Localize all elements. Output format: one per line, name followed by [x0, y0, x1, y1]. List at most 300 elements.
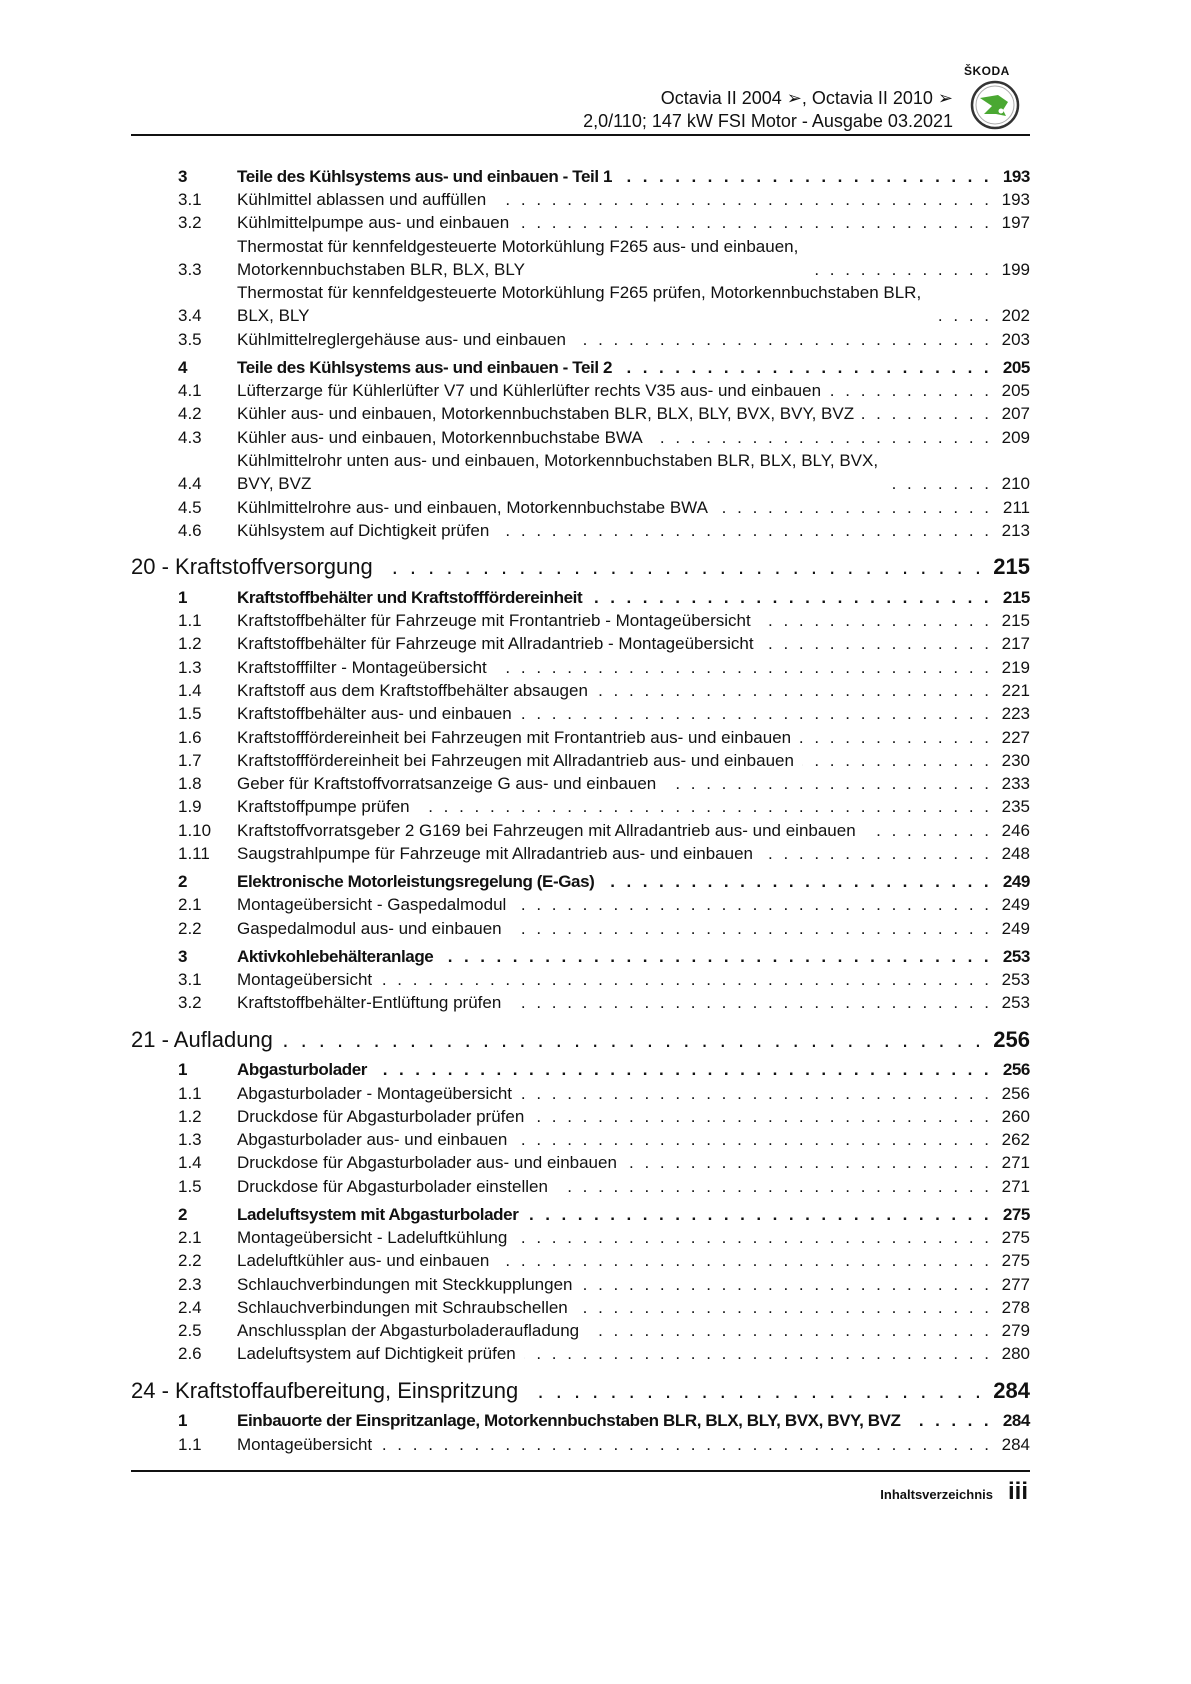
toc-entry [237, 1342, 998, 1365]
toc-number: 2.6 [178, 1344, 202, 1364]
toc-item[interactable] [131, 211, 1030, 234]
toc-item[interactable] [131, 1105, 1030, 1128]
toc-entry [237, 991, 998, 1014]
toc-leader-dots [587, 1319, 998, 1342]
toc-title: Druckdose für Abgasturbolader einstellen [237, 1176, 548, 1196]
toc-number: 1.10 [178, 820, 212, 840]
toc-leader-dots [620, 356, 998, 379]
toc-title: Aktivkohlebehälteranlage [237, 946, 434, 966]
toc-item[interactable] [131, 772, 1030, 795]
toc-title: Saugstrahlpumpe für Fahrzeuge mit Allradantrieb aus- und einbauen [237, 844, 753, 864]
toc-number: 2 [178, 872, 188, 892]
header-engine-line: 2,0/110; 147 kW FSI Motor - Ausgabe 03.2021 [583, 111, 953, 131]
toc-entry [237, 1105, 998, 1128]
toc-item[interactable] [131, 496, 1030, 519]
toc-entry [237, 870, 998, 893]
toc-item[interactable] [131, 679, 1030, 702]
toc-item[interactable] [131, 1249, 1030, 1272]
toc-title: Kraftstoffbehälter aus- und einbauen [237, 704, 512, 724]
toc-entry [237, 917, 998, 940]
toc-leader-dots [520, 1082, 998, 1105]
toc-title: Kraftstoffbehälter für Fahrzeuge mit Frontantrieb - Montageübersicht [237, 611, 751, 631]
toc-item[interactable] [131, 519, 1030, 542]
toc-page-number: 219 [1001, 657, 1030, 677]
toc-number: 1 [178, 1411, 188, 1431]
toc-entry [237, 702, 998, 725]
toc-leader-dots [909, 1409, 998, 1432]
toc-entry [237, 426, 998, 449]
toc-entry [237, 1128, 998, 1151]
toc-page-number: 213 [1001, 520, 1030, 540]
toc-number: 1.11 [178, 844, 210, 864]
toc-number: 1.1 [178, 1434, 202, 1454]
toc-number: 2.4 [178, 1297, 202, 1317]
toc-page-number: 256 [993, 1026, 1030, 1052]
toc-title: Montageübersicht - Ladeluftkühlung [237, 1227, 508, 1247]
toc-entry [237, 1082, 998, 1105]
toc-entry [237, 449, 998, 496]
toc-leader-dots [716, 496, 998, 519]
toc-title: Kühlmittelpumpe aus- und einbauen [237, 213, 510, 233]
toc-page-number: 215 [1001, 611, 1030, 631]
toc-page-number: 262 [1001, 1130, 1030, 1150]
toc-number: 2.2 [178, 1251, 202, 1271]
toc-title: Montageübersicht [237, 969, 373, 989]
toc-title: Druckdose für Abgasturbolader prüfen [237, 1106, 525, 1126]
toc-page-number: 249 [1001, 918, 1030, 938]
toc-title: Einbauorte der Einspritzanlage, Motorkennbuchstaben BLR, BLX, BLY, BVX, BVY, BVZ [237, 1411, 901, 1431]
toc-entry [237, 519, 998, 542]
toc-leader-dots [515, 1226, 998, 1249]
skoda-brand-wordmark: ŠKODA [964, 64, 1010, 78]
toc-entry [237, 656, 998, 679]
toc-item[interactable] [131, 609, 1030, 632]
toc-group[interactable] [131, 870, 1030, 893]
toc-leader-dots [576, 1296, 998, 1319]
toc-number: 2.3 [178, 1274, 202, 1294]
toc-number: 2 [178, 1204, 188, 1224]
toc-leader-dots [806, 258, 998, 281]
toc-number: 1.4 [178, 681, 202, 700]
toc-page-number: 199 [1001, 259, 1030, 279]
toc-group[interactable] [131, 945, 1030, 968]
toc-entry [237, 328, 998, 351]
toc-group[interactable] [131, 165, 1030, 188]
toc-entry [237, 496, 998, 519]
toc-title: Kraftstoff aus dem Kraftstoffbehälter absaugen [237, 681, 588, 700]
toc-title: Lüfterzarge für Kühlerlüfter V7 und Kühlerlüfter rechts V35 aus- und einbauen [237, 381, 822, 401]
toc-page-number: 275 [1001, 1227, 1030, 1247]
toc-number: 4.3 [178, 427, 202, 447]
toc-number: 1.3 [178, 657, 202, 677]
toc-number: 3.5 [178, 329, 202, 349]
toc-chapter[interactable] [131, 1377, 1030, 1405]
toc-entry [237, 1175, 998, 1198]
toc-leader-dots [759, 609, 998, 632]
toc-number: 4 [178, 357, 188, 377]
toc-number: 1 [178, 1060, 188, 1080]
toc-leader-dots [532, 1105, 998, 1128]
toc-entry [237, 842, 998, 865]
toc-leader-dots [802, 749, 998, 772]
toc-number: 1.9 [178, 797, 202, 817]
toc-title: Teile des Kühlsystems aus- und einbauen - Teil 1 [237, 166, 613, 186]
toc-leader-dots [517, 211, 998, 234]
toc-title: Kraftstofffilter - Montageübersicht [237, 657, 487, 677]
toc-title: Kraftstoffvorratsgeber 2 G169 bei Fahrzeugen mit Allradantrieb aus- und einbauen [237, 820, 856, 840]
toc-title: Abgasturbolader [237, 1060, 368, 1080]
toc-page-number: 217 [1001, 634, 1030, 654]
toc-number: 1 [178, 587, 188, 607]
header-divider [131, 134, 1030, 136]
toc-number: 1.1 [178, 1083, 202, 1103]
toc-title: Kraftstoffbehälter-Entlüftung prüfen [237, 993, 502, 1013]
toc-entry [237, 379, 998, 402]
toc-leader-dots [581, 1273, 998, 1296]
toc-number: 3.2 [178, 213, 202, 233]
table-of-contents [131, 160, 1030, 1456]
toc-item[interactable] [131, 1082, 1030, 1105]
toc-group[interactable] [131, 586, 1030, 609]
toc-item[interactable] [131, 235, 1030, 282]
toc-item[interactable] [131, 842, 1030, 865]
toc-title: 24 - Kraftstoffaufbereitung, Einspritzung [131, 1377, 519, 1403]
toc-item[interactable] [131, 328, 1030, 351]
toc-page-number: 202 [1001, 306, 1030, 326]
toc-entry [237, 609, 998, 632]
toc-entry [237, 679, 998, 702]
toc-leader-dots [886, 472, 998, 495]
toc-title: Kühlmittelreglergehäuse aus- und einbauen [237, 329, 566, 349]
toc-item[interactable] [131, 449, 1030, 496]
toc-entry [237, 356, 998, 379]
toc-group[interactable] [131, 1409, 1030, 1432]
toc-page-number: 233 [1001, 774, 1030, 794]
toc-page-number: 284 [1002, 1411, 1030, 1431]
toc-number: 3.3 [178, 259, 202, 279]
toc-number: 4.2 [178, 404, 202, 424]
toc-entry [131, 553, 990, 581]
toc-number: 1.2 [178, 634, 202, 654]
toc-number: 1.2 [178, 1106, 202, 1126]
toc-page-number: 248 [1001, 844, 1030, 864]
toc-page-number: 223 [1001, 704, 1030, 724]
toc-leader-dots [620, 165, 998, 188]
toc-leader-dots [625, 1151, 998, 1174]
toc-item[interactable] [131, 1175, 1030, 1198]
toc-title: Ladeluftsystem auf Dichtigkeit prüfen [237, 1344, 516, 1364]
toc-item[interactable] [131, 402, 1030, 425]
toc-page-number: 197 [1001, 213, 1030, 233]
toc-page-number: 221 [1001, 681, 1030, 700]
toc-leader-dots [380, 968, 998, 991]
toc-title: Kraftstofffördereinheit bei Fahrzeugen mit Allradantrieb aus- und einbauen [237, 750, 794, 770]
toc-number: 1.5 [178, 704, 202, 724]
toc-number: 3.2 [178, 993, 202, 1013]
toc-leader-dots [380, 1433, 998, 1456]
toc-title: Elektronische Motorleistungsregelung (E-Gas) [237, 872, 595, 892]
toc-title: Geber für Kraftstoffvorratsanzeige G aus- und einbauen [237, 774, 657, 794]
toc-entry [237, 211, 998, 234]
toc-number: 4.4 [178, 474, 202, 494]
toc-item[interactable] [131, 819, 1030, 842]
toc-title: Ladeluftsystem mit Abgasturbolader [237, 1204, 519, 1224]
toc-entry [237, 945, 998, 968]
toc-number: 1.5 [178, 1176, 202, 1196]
toc-leader-dots [494, 188, 998, 211]
toc-number: 2.2 [178, 918, 202, 938]
toc-item[interactable] [131, 1273, 1030, 1296]
toc-entry [237, 1273, 998, 1296]
toc-title: Montageübersicht - Gaspedalmodul [237, 895, 507, 915]
toc-number: 3.1 [178, 969, 202, 989]
toc-title: Abgasturbolader aus- und einbauen [237, 1130, 508, 1150]
toc-item[interactable] [131, 1128, 1030, 1151]
toc-page-number: 227 [1001, 727, 1030, 747]
toc-leader-dots [596, 679, 998, 702]
header-model-line: Octavia II 2004 ➢, Octavia II 2010 ➢ [660, 88, 953, 108]
toc-page-number: 280 [1001, 1344, 1030, 1364]
toc-title: Thermostat für kennfeldgesteuerte Motorkühlung F265 prüfen, Motorkennbuchstaben BLR, BLX, BLY [237, 283, 922, 326]
toc-leader-dots [524, 1342, 998, 1365]
toc-title: Anschlussplan der Abgasturboladeraufladung [237, 1321, 580, 1341]
toc-number: 3 [178, 946, 188, 966]
toc-page-number: 271 [1001, 1153, 1030, 1173]
toc-number: 1.8 [178, 774, 202, 794]
toc-entry [237, 968, 998, 991]
footer-page-number: iii [1008, 1478, 1029, 1505]
toc-entry [131, 1026, 990, 1054]
toc-leader-dots [495, 656, 998, 679]
toc-page-number: 279 [1001, 1321, 1030, 1341]
toc-number: 3.4 [178, 306, 202, 326]
toc-chapter[interactable] [131, 1026, 1030, 1054]
toc-number: 4.1 [178, 381, 202, 401]
toc-title: Thermostat für kennfeldgesteuerte Motorkühlung F265 aus- und einbauen, Motorkennbuchstaben BLR, BLX, BLY [237, 236, 799, 279]
toc-item[interactable] [131, 1296, 1030, 1319]
toc-leader-dots [556, 1175, 998, 1198]
toc-entry [237, 1249, 998, 1272]
toc-entry [237, 1058, 998, 1081]
toc-item[interactable] [131, 991, 1030, 1014]
toc-leader-dots [515, 1128, 998, 1151]
toc-item[interactable] [131, 656, 1030, 679]
toc-title: 20 - Kraftstoffversorgung [131, 554, 373, 580]
toc-page-number: 210 [1001, 474, 1030, 494]
toc-leader-dots [381, 553, 990, 581]
toc-title: Kühlmittel ablassen und auffüllen [237, 189, 487, 209]
toc-entry [237, 726, 998, 749]
toc-title: Montageübersicht [237, 1434, 373, 1454]
toc-number: 1.6 [178, 727, 202, 747]
toc-number: 1.3 [178, 1130, 202, 1150]
toc-item[interactable] [131, 726, 1030, 749]
toc-item[interactable] [131, 749, 1030, 772]
toc-number: 2.1 [178, 1227, 202, 1247]
toc-page-number: 249 [1002, 872, 1030, 892]
toc-entry [237, 1203, 998, 1226]
toc-leader-dots [375, 1058, 998, 1081]
toc-title: Kühlmittelrohr unten aus- und einbauen, Motorkennbuchstaben BLR, BLX, BLY, BVX, BVY, BVZ [237, 450, 879, 494]
toc-number: 2.5 [178, 1321, 202, 1341]
toc-title: Kühler aus- und einbauen, Motorkennbuchstaben BLR, BLX, BLY, BVX, BVY, BVZ [237, 404, 855, 424]
toc-item[interactable] [131, 1151, 1030, 1174]
toc-title: Kühlsystem auf Dichtigkeit prüfen [237, 520, 490, 540]
toc-page-number: 278 [1001, 1297, 1030, 1317]
toc-title: Ladeluftkühler aus- und einbauen [237, 1251, 490, 1271]
toc-page-number: 256 [1002, 1060, 1030, 1080]
toc-item[interactable] [131, 1433, 1030, 1456]
toc-title: Teile des Kühlsystems aus- und einbauen - Teil 2 [237, 357, 613, 377]
toc-entry [237, 893, 998, 916]
toc-number: 2.1 [178, 895, 202, 915]
toc-title: Kühlmittelrohre aus- und einbauen, Motorkennbuchstabe BWA [237, 497, 708, 517]
toc-entry [237, 1409, 998, 1432]
toc-entry [237, 772, 998, 795]
toc-entry [237, 1433, 998, 1456]
toc-item[interactable] [131, 1319, 1030, 1342]
toc-page-number: 209 [1001, 427, 1030, 447]
toc-leader-dots [864, 819, 998, 842]
toc-number: 4.6 [178, 520, 202, 540]
toc-entry [237, 795, 998, 818]
toc-entry [237, 632, 998, 655]
toc-item[interactable] [131, 1342, 1030, 1365]
toc-leader-dots [799, 726, 998, 749]
toc-page-number: 275 [1002, 1204, 1030, 1224]
toc-leader-dots [651, 426, 998, 449]
toc-leader-dots [510, 917, 998, 940]
toc-leader-dots [761, 842, 998, 865]
toc-page-number: 253 [1001, 969, 1030, 989]
toc-entry [237, 1296, 998, 1319]
toc-page-number: 193 [1002, 166, 1030, 186]
toc-title: Druckdose für Abgasturbolader aus- und einbauen [237, 1153, 617, 1173]
toc-item[interactable] [131, 188, 1030, 211]
toc-page-number: 215 [1002, 587, 1030, 607]
toc-title: Abgasturbolader - Montageübersicht [237, 1083, 512, 1103]
toc-entry [237, 235, 998, 282]
toc-leader-dots [664, 772, 998, 795]
toc-item[interactable] [131, 1226, 1030, 1249]
toc-item[interactable] [131, 917, 1030, 940]
toc-entry [237, 1319, 998, 1342]
toc-page-number: 275 [1001, 1251, 1030, 1271]
toc-entry [237, 402, 998, 425]
toc-number: 3.1 [178, 189, 202, 209]
toc-page-number: 230 [1001, 750, 1030, 770]
toc-number: 1.7 [178, 750, 202, 770]
skoda-logo-icon [970, 80, 1020, 130]
toc-entry [237, 1151, 998, 1174]
toc-item[interactable] [131, 893, 1030, 916]
toc-number: 1.4 [178, 1153, 202, 1173]
toc-page-number: 246 [1001, 820, 1030, 840]
toc-entry [237, 819, 998, 842]
toc-page-number: 277 [1001, 1274, 1030, 1294]
toc-page-number: 253 [1001, 993, 1030, 1013]
toc-leader-dots [862, 402, 998, 425]
toc-group[interactable] [131, 356, 1030, 379]
toc-page-number: 193 [1001, 189, 1030, 209]
toc-entry [131, 1377, 990, 1405]
toc-leader-dots [762, 632, 998, 655]
toc-page-number: 211 [1002, 497, 1030, 517]
toc-page-number: 260 [1001, 1106, 1030, 1126]
toc-leader-dots [441, 945, 998, 968]
toc-entry [237, 749, 998, 772]
toc-chapter[interactable] [131, 553, 1030, 581]
toc-title: Kraftstofffördereinheit bei Fahrzeugen mit Frontantrieb aus- und einbauen [237, 727, 792, 747]
toc-item[interactable] [131, 632, 1030, 655]
toc-group[interactable] [131, 1058, 1030, 1081]
toc-page-number: 215 [993, 554, 1030, 580]
toc-title: Kühler aus- und einbauen, Motorkennbuchstabe BWA [237, 427, 643, 447]
toc-title: Kraftstoffbehälter und Kraftstofffördereinheit [237, 587, 583, 607]
toc-entry [237, 586, 998, 609]
toc-title: Schlauchverbindungen mit Schraubschellen [237, 1297, 568, 1317]
toc-leader-dots [574, 328, 998, 351]
toc-group[interactable] [131, 1203, 1030, 1226]
toc-leader-dots [514, 893, 998, 916]
toc-leader-dots [526, 1377, 990, 1405]
toc-title: 21 - Aufladung [131, 1026, 273, 1052]
toc-page-number: 205 [1001, 381, 1030, 401]
toc-page-number: 207 [1001, 404, 1030, 424]
toc-page-number: 249 [1001, 895, 1030, 915]
toc-leader-dots [497, 1249, 998, 1272]
toc-item[interactable] [131, 379, 1030, 402]
toc-page-number: 203 [1001, 329, 1030, 349]
toc-page-number: 235 [1001, 797, 1030, 817]
toc-leader-dots [520, 702, 998, 725]
toc-entry [237, 188, 998, 211]
toc-entry [237, 165, 998, 188]
toc-item[interactable] [131, 968, 1030, 991]
toc-item[interactable] [131, 702, 1030, 725]
toc-leader-dots [497, 519, 998, 542]
toc-leader-dots [602, 870, 998, 893]
footer-section-title: Inhaltsverzeichnis [880, 1487, 993, 1502]
toc-page-number: 271 [1001, 1176, 1030, 1196]
toc-item[interactable] [131, 795, 1030, 818]
toc-title: Kraftstoffpumpe prüfen [237, 797, 410, 817]
toc-leader-dots [526, 1203, 998, 1226]
toc-leader-dots [829, 379, 998, 402]
toc-number: 1.1 [178, 611, 202, 631]
toc-leader-dots [281, 1026, 990, 1054]
toc-page-number: 284 [1001, 1434, 1030, 1454]
toc-page-number: 256 [1001, 1083, 1030, 1103]
toc-leader-dots [418, 795, 998, 818]
toc-leader-dots [590, 586, 998, 609]
toc-page-number: 205 [1002, 357, 1030, 377]
toc-number: 3 [178, 166, 188, 186]
toc-number: 4.5 [178, 497, 202, 517]
footer-divider [131, 1470, 1030, 1472]
toc-item[interactable] [131, 426, 1030, 449]
toc-title: Kraftstoffbehälter für Fahrzeuge mit Allradantrieb - Montageübersicht [237, 634, 754, 654]
toc-page-number: 253 [1002, 946, 1030, 966]
toc-entry [237, 1226, 998, 1249]
toc-page-number: 284 [993, 1377, 1030, 1403]
toc-title: Gaspedalmodul aus- und einbauen [237, 918, 502, 938]
toc-entry [237, 281, 998, 328]
toc-leader-dots [509, 991, 998, 1014]
toc-title: Schlauchverbindungen mit Steckkupplungen [237, 1274, 573, 1294]
toc-item[interactable] [131, 281, 1030, 328]
toc-leader-dots [929, 304, 998, 327]
